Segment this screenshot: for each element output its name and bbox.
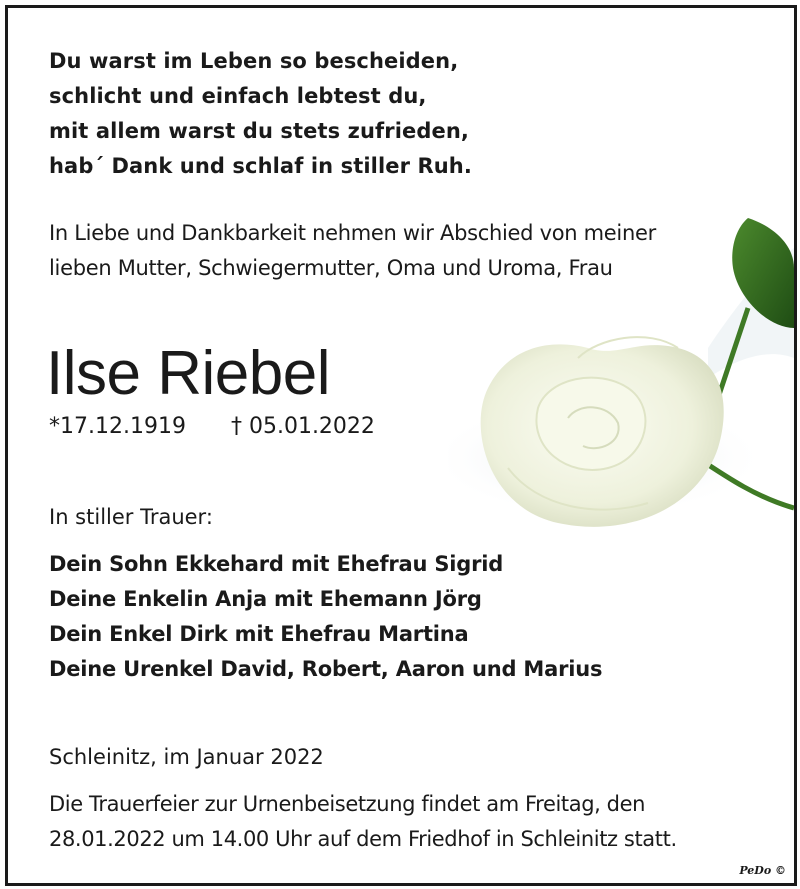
- poem-line: Du warst im Leben so bescheiden,: [49, 49, 459, 73]
- mourner-line: Deine Enkelin Anja mit Ehemann Jörg: [49, 587, 482, 611]
- poem-line: schlicht und einfach lebtest du,: [49, 84, 427, 108]
- death-date: † 05.01.2022: [230, 414, 375, 439]
- mourning-label: In stiller Trauer:: [49, 505, 213, 529]
- intro-line: lieben Mutter, Schwiegermutter, Oma und Uroma, Frau: [49, 256, 613, 280]
- poem-line: hab´ Dank und schlaf in stiller Ruh.: [49, 154, 472, 178]
- mourner-line: Deine Urenkel David, Robert, Aaron und Marius: [49, 657, 603, 681]
- funeral-line: 28.01.2022 um 14.00 Uhr auf dem Friedhof in Schleinitz statt.: [49, 827, 677, 851]
- designer-signature: PeDo ©: [739, 864, 786, 877]
- deceased-name: Ilse Riebel: [46, 339, 330, 408]
- mourner-line: Dein Sohn Ekkehard mit Ehefrau Sigrid: [49, 552, 504, 576]
- place-date: Schleinitz, im Januar 2022: [49, 745, 324, 769]
- mourners-list: [49, 547, 602, 687]
- mourner-line: Dein Enkel Dirk mit Ehefrau Martina: [49, 622, 469, 646]
- funeral-line: Die Trauerfeier zur Urnenbeisetzung findet am Freitag, den: [49, 792, 646, 816]
- poem-line: mit allem warst du stets zufrieden,: [49, 119, 469, 143]
- life-dates: [49, 412, 375, 442]
- obituary-card: [5, 5, 797, 886]
- funeral-info: [49, 787, 677, 857]
- poem-verse: [49, 44, 472, 184]
- intro-line: In Liebe und Dankbarkeit nehmen wir Abschied von meiner: [49, 221, 656, 245]
- intro-text: [49, 216, 656, 286]
- birth-date: *17.12.1919: [49, 414, 186, 439]
